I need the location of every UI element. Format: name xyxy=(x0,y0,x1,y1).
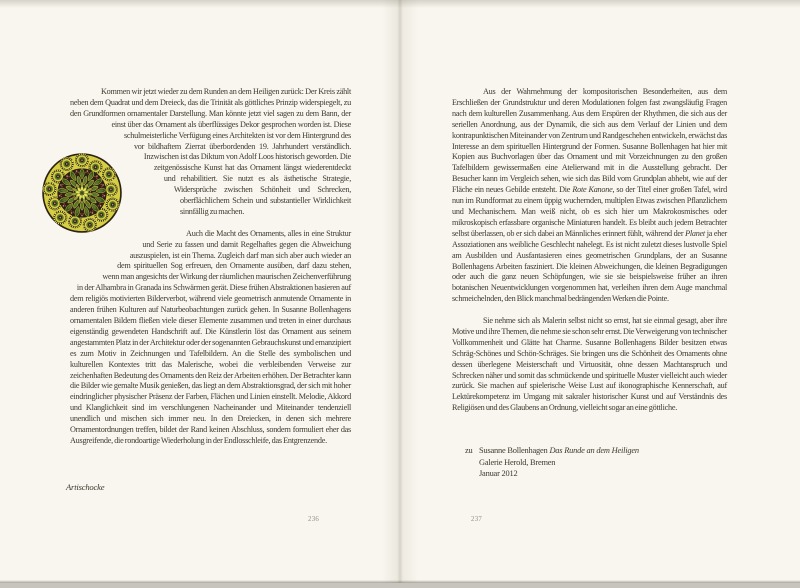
colophon xyxy=(465,445,639,480)
left-paragraph-2: Auch die Macht des Ornaments, alles in eine Struktur und Serie zu fassen und damit Regelhaftes gegen die Abweichung auszuspielen, ist ein Thema. Zugleich darf man sich aber auch wieder an dem spirituellen Sog erfreuen, den Ornamente ausüben, darf dazu stehen, wenn man angesichts der Wirkung der räumlichen maurischen Zeichenverführung in der Alhambra in Granada ins Schwärmen gerät. Diese frühen Abstraktionen basieren auf dem religiös motivierten Bilderverbot, während viele geometrisch anmutende Ornamente in anderen frühen Kulturen auf Naturbeobachtungen zurück gehen. In Susanne Bollenhagens ornamentalen Bildern fließen viele dieser Elemente zusammen und treten in einer durchaus eigenständig gewendeten Handschrift auf. Die Künstlerin löst das Ornament aus seinem angestammten Platz in der Architektur oder der sogenannten Gebrauchskunst und emanzipiert es zum Motiv in Zeichnungen und Tafelbildern. An die Stelle des symbolischen und kulturellen Kontextes tritt das Malerische, wobei die verbleibenden Verweise zur zeichenhaften Bedeutung des Ornaments den Reiz der Arbeiten erhöhen. Der Betrachter kann die Bilder wie gemalte Musik genießen, das liegt an dem Abstraktionsgrad, der sich mit hoher eindringlicher physischer Präsenz der Farben, Flächen und Linien einstellt. Melodie, Akkord und Klanglichkeit sind im verschlungenen Nacheinander und Miteinander tendenziell unendlich und mischen sich immer neu. In den Dreiecken, in denen sich mehrere Ornamentordnungen treffen, bildet der Rand keinen Abschluss, sondern formuliert eher das Ausgreifende, die rondoartige Wiederholung in der Endlosschleife, das Entgrenzende. xyxy=(70,228,351,445)
book-gutter-shadow xyxy=(382,0,418,588)
artwork-title-planet: Planet xyxy=(685,228,705,238)
right-paragraph-1 xyxy=(452,87,727,305)
right-paragraph-1-text: Aus der Wahrnehmung der kompositorischen Besonderheiten, aus dem Erschließen der Grundstruktur und deren Modulationen folgen fast zwangsläufig Fragen nach dem kulturellen Zusammenhang. Aus dem Erspüren der Rhythmen, die sich aus der seriellen Anordnung, aus der Dynamik, die sich aus dem Verlauf der Linien und dem kontrapunktischen Miteinander von Zentrum und Randgeschehen entwickeln, erwächst das Interesse an dem spirituellen Hintergrund der Formen. Susanne Bollenhagen hat hier mit Kopien aus Buchvorlagen über das Ornament und mit Vorzeichnungen zu den großen Tafelbildern gewissermaßen eine Atelierwand mit in die Ausstellung gebracht. Der Besucher kann im Vergleich sehen, wie sich das Bild vom Grundplan abhebt, wie auf der Fläche ein neues Gebilde entsteht. Die xyxy=(452,87,727,195)
colophon-gallery: Galerie Herold, Bremen xyxy=(479,457,556,467)
right-paragraph-1-text: , so der Titel einer großen Tafel, wird nun im Rundformat zu einem üppig wuchernden, multiplen Etwas zwischen Pflanzlichem und Mechanischem. Man weiß nicht, ob es sich hier um Makrokosmisches oder mikroskopisch erfassbare organische Miniaturen handelt. Es bleibt auch jedem Betrachter selbst überlassen, ob er sich dabei an Männliches erinnert fühlt, während der xyxy=(452,185,727,238)
page-number-right: 237 xyxy=(471,516,483,523)
left-paragraph-1: Kommen wir jetzt wieder zu dem Runden an dem Heiligen zurück: Der Kreis zählt neben dem Quadrat und dem Dreieck, das die Trinität als göttliches Prinzip widerspiegelt, zu den Grundformen ornamentaler Darstellung. Man könnte jetzt viel sagen zu dem Bann, der einst über das Ornament als überflüssiges Dekor gesprochen worden ist. Diese schulmeisterliche Verfügung eines Architekten ist vor dem Hintergrund des vor bildhaftem Zierrat überbordenden 19. Jahrhundert verständlich. Inzwischen ist das Diktum von Adolf Loos historisch geworden. Die zeitgenössische Kunst hat das Ornament längst wiederentdeckt und rehabilitiert. Sie nutzt es als ästhetische Strategie, Widersprüche zwischen Schönheit und Schrecken, oberflächlichem Schein und substantieller Wirklichkeit sinnfällig zu machen. xyxy=(70,87,351,216)
left-page-text xyxy=(70,87,351,447)
colophon-label: zu xyxy=(465,446,473,455)
artwork-caption: Artischocke xyxy=(66,482,105,492)
right-page-text xyxy=(452,87,727,414)
page-number-left: 236 xyxy=(308,516,320,523)
colophon-artist-name: Susanne Bollenhagen xyxy=(479,446,550,455)
book-bottom-strip xyxy=(0,583,800,588)
right-paragraph-1-text: ja eher Assoziationen ans weibliche Geschlecht nahelegt. Es ist nicht zuletzt dieses lustvolle Spiel am Ausbilden und Ausfantasieren eines geometrischen Grundplans, der an Susanne Bollenhagens Arbeiten fasziniert. Die kleinen Abweichungen, die kleinen Begradigungen oder auch die ganz neuen Schöpfungen, wie sie sie beispielsweise früher an ihren botanischen Neuentwicklungen vorgenommen hat, verleihen ihren dem Auge manchmal schmeichelnden, den Blick manchmal bedrängenden Werken die Pointe. xyxy=(452,228,728,304)
right-paragraph-2: Sie nehme sich als Malerin selbst nicht so ernst, hat sie einmal gesagt, aber ihre Motive und ihre Themen, die nehme sie schon sehr ernst. Die Verweigerung von technischer Vollkommenheit und Glätte hat Charme. Susanne Bollenhagens Bilder besitzen etwas Schräg-Schönes und Schön-Schräges. Sie bringen uns die Schönheit des Ornaments ohne dessen überlegene Meisterschaft und Virtuosität, ohne dessen Machtanspruch und Schrecken näher und somit das schmückende und spirituelle Muster vielleicht auch wieder zurück. Sie machen auf spielerische Weise Lust auf ikonographische Kennerschaft, auf Lektürekompetenz im Umgang mit sakraler historischer Kunst und auf Verständnis des Religiösen und des Glaubens an Ordnung, vielleicht sogar an eine göttliche. xyxy=(452,316,727,413)
colophon-exhibition-title: Das Runde an dem Heiligen xyxy=(549,446,639,455)
artwork-title-rote-kanone: Rote Kanone xyxy=(572,185,613,195)
colophon-date: Januar 2012 xyxy=(479,469,518,478)
